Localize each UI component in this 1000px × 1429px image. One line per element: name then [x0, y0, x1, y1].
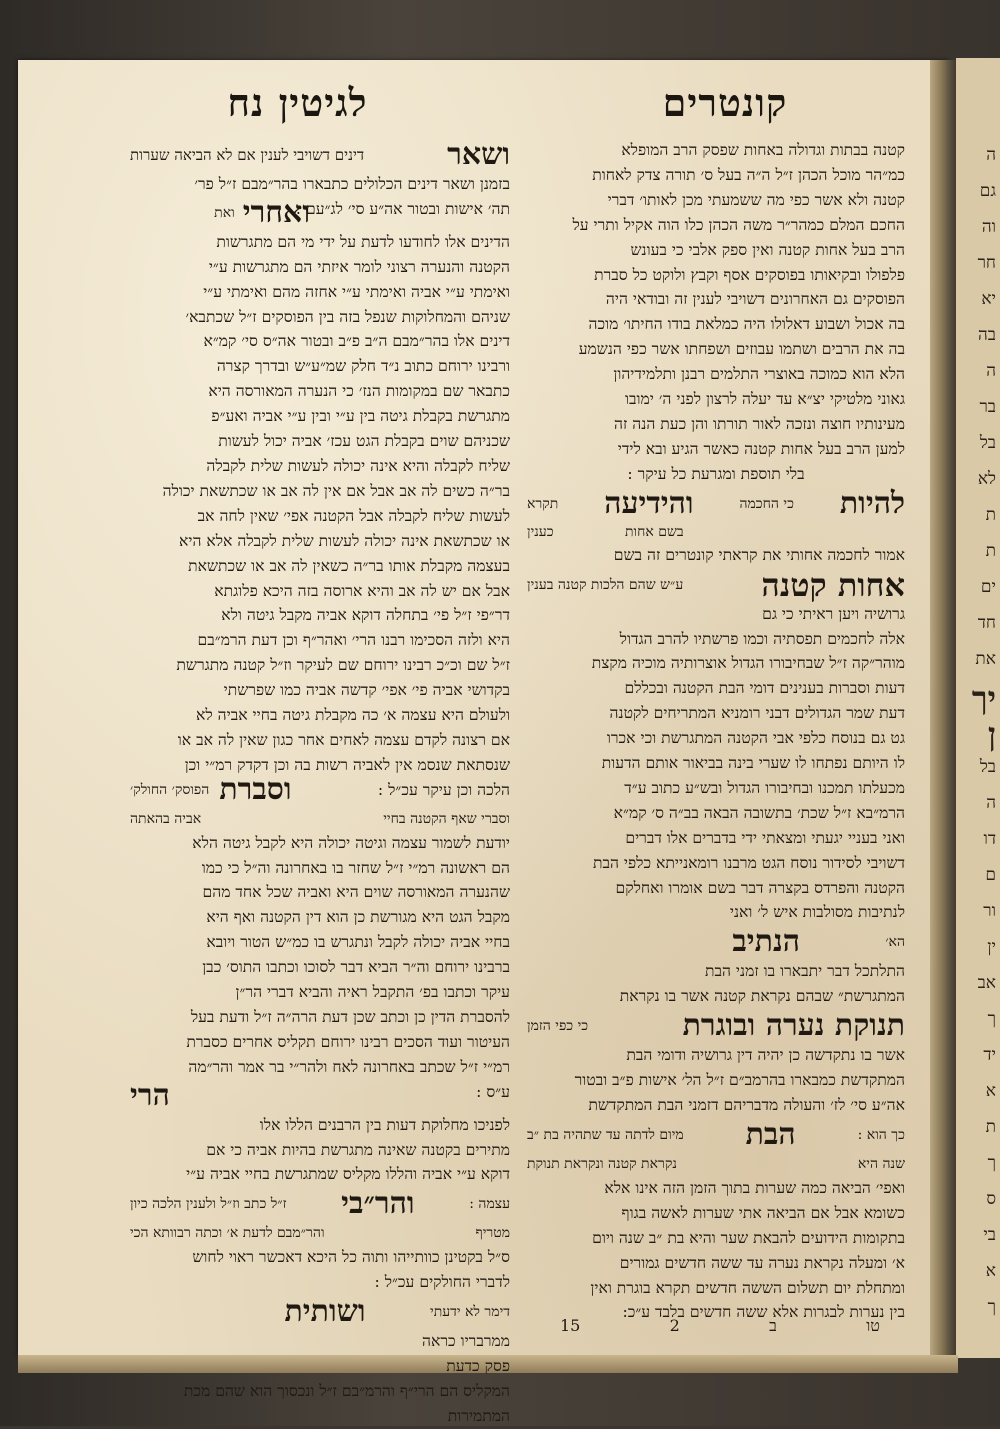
text-line: יודעת לשמור עצמה וגיטה יכולה היא לקבל גיטה הלא	[192, 833, 510, 852]
heading-word: הרי	[130, 1077, 170, 1113]
facing-page-text-fragment: ך	[987, 1297, 996, 1317]
heading-word: אחות קטנה	[761, 565, 905, 604]
text-fragment: מיום לדתה עד שתהיה בת ״ב	[527, 1126, 684, 1143]
text-line: רמ״י ז״ל שכתב באחרונה לאח ולהר״י בר אמר והר״מה	[188, 1057, 510, 1076]
text-line: בזמנן ושאר דינים הכלולים כתבארו בהר״מבם ז״ל פר׳	[194, 175, 510, 193]
text-line: בקדושי אביה פי׳ אפי׳ קדשה אביה כמו שפרשתי	[223, 681, 510, 700]
text-fragment: וסברי שאף הקטנה בחיי	[383, 810, 510, 827]
text-line: ואפי׳ הביאה כמה שערות בתוך הזמן הזה אינו אלא	[604, 1178, 905, 1197]
text-fragment: אביה בהאתה	[130, 810, 202, 827]
text-line: להסברת הדין כן וכתב שכן דעת הרה״ה ז״ל ודעת בעל	[190, 1008, 510, 1026]
text-line: המקליס הם הרי״ף והרמ״בם ז״ל ונכסוך הוא שהם מכת	[183, 1381, 510, 1400]
facing-page-text-fragment: ך	[987, 1009, 996, 1029]
text-line: כמ״הר מוכל הכהן ז״ל ה״ה בעל ס׳ תורה צדק לאחות	[592, 165, 905, 184]
text-line: המתקדשת כמבארו בהרמב״ם ז״ל הל׳ אישות פ״ב ובטור	[574, 1071, 905, 1090]
text-line: למען הרב בעל אחות קטנה כאשר הגיע ובא לידי	[617, 439, 905, 458]
facing-page-text-fragment: ה	[986, 145, 996, 165]
text-line: הלכה וכן עיקר עכ״ל :	[377, 780, 510, 799]
facing-page-text-fragment: דו	[983, 829, 996, 849]
text-line: מקבל הגט היא מגורשת כן הוא דין הקטנה ואף היא	[206, 908, 510, 927]
text-fragment: מטריף	[475, 1225, 510, 1242]
heading-word: ושותית	[284, 1294, 366, 1330]
text-line: ז״ל שם וכ״כ רבינו ירוחם שם לעיקר וז״ל קטנה מתגרשת	[176, 656, 510, 675]
heading-row-habat	[527, 1118, 905, 1152]
text-fragment: דימר לא ידעתי	[430, 1304, 510, 1321]
footer-signature-marks	[560, 1316, 880, 1336]
text-line: אבל אם יש לה אב והיא ארוסה בזה היכא פלוגתא	[214, 581, 510, 600]
facing-page-text-fragment: בר	[979, 397, 996, 417]
heading-row-lihyot	[527, 487, 905, 521]
text-line: בה את הרבים ושתמו עבוזים ושפחתו אשר כפי הנשמע	[578, 340, 905, 359]
text-line: לפניכו מחלוקת דעות בין הרבנים הללו אלו	[259, 1115, 510, 1134]
heading-word: ואחרי	[242, 194, 310, 230]
text-line: הקטנה והנערה רצוני לומר איזתי הם מתגרשות ע״י	[208, 257, 510, 276]
subline-row	[130, 807, 510, 831]
text-line: דעת שמר הגדולים דבני רומניא המתריחים לקטנה	[609, 704, 905, 723]
text-line: א׳ ומעלה נקראת נערה עד ששה חדשים גמורים	[619, 1253, 905, 1272]
text-line: קטנה בבתות וגדולה באחות שפסק הרב המופלא	[621, 141, 905, 159]
left-lines-f	[130, 1329, 510, 1429]
text-line: אה״ע סי׳ לז׳ והעולה מדבריהם דזמני הבת המתקדשת	[588, 1096, 905, 1114]
facing-page-text-fragment: בל	[979, 433, 996, 453]
text-line: הרמ״בא ז״ל שכת׳ בתשובה הבאה בב״ה ס׳ קמ״א	[613, 803, 905, 822]
text-line: מכעלתו תמכנו ובחיבורו הגדול ובש״ע כתוב ע״ד	[624, 778, 905, 797]
text-line: פסק כדעת	[446, 1357, 510, 1376]
facing-page-text-fragment: ה	[986, 793, 996, 813]
text-line: בחיי אביה יכולה לקבל ונתגרש בו כמ״ש הטור ויובא	[206, 933, 510, 952]
text-line: גט גם בנוסח כלפי אבי הקטנה המתגרשת וכי אכרו	[606, 729, 905, 748]
heading-row-harei	[130, 1079, 510, 1113]
right-lines-bottom	[527, 1043, 905, 1118]
text-line: ורבינו ירוחם כתוב נ״ד חלק שמ״ע״ש ובדרך קצרה	[216, 357, 510, 376]
facing-page-text-fragment: ה	[986, 361, 996, 381]
facing-page-text-fragment: ין	[987, 937, 996, 957]
text-fragment: כך הוא :	[857, 1126, 905, 1143]
subline-row	[527, 1152, 905, 1176]
text-line: דינים אלו בהר״מבם ה״ב פ״ב ובטור אה״ס סי׳ קמ״א	[203, 332, 510, 351]
text-line: ממרבריו כראה	[422, 1332, 510, 1351]
heading-word: הנתיב	[732, 924, 800, 960]
text-line: אמור לחכמה אחותי את קראתי קונטרים זה בשם	[613, 545, 905, 564]
facing-page-text-fragment: בה	[978, 325, 996, 345]
book-gutter	[930, 60, 958, 1360]
text-line: לעשות שליח לקבלה אבל הקטנה אפי׳ שאין לחה אב	[197, 506, 510, 525]
text-line: תה׳ אישות ובטור אה״ע סי׳ לג״עם :	[295, 199, 510, 218]
subline-row	[130, 1221, 510, 1245]
facing-page-text-fragment: יד	[983, 1045, 996, 1065]
facing-page-text-fragment: את	[975, 649, 996, 669]
facing-page-text-fragment: ור	[983, 901, 996, 921]
facing-page-text-fragment: א	[985, 1081, 996, 1101]
facing-page-text-fragment: ס	[986, 1189, 996, 1209]
text-line: דשויבי לסידור נוסח הגט מרבנו רומאנייתא כלפי הבת	[592, 853, 905, 872]
signature-mark: טו	[866, 1316, 880, 1335]
facing-page-text-fragment: חר	[977, 253, 996, 273]
text-line: בר״ה כשים לה אב אבל אם אין לה אב או שכתשאת יכולה	[162, 481, 510, 500]
text-line: הקטנה והפרדס בקצרה דבר בשם אומרו ואחלקם	[615, 878, 905, 897]
text-fragment: הא׳	[885, 934, 905, 951]
text-line: אלה לחכמים תפסתיה וכמו פרשתיו להרב הגדול	[619, 629, 905, 648]
facing-page-text-fragment: וה	[981, 217, 996, 237]
left-lines-d	[130, 1138, 510, 1188]
text-fragment: כענין	[527, 523, 554, 540]
facing-page-text-fragment: ך	[987, 1153, 996, 1173]
text-line: אם רצונה לקדם עצמה לאחים אחר כגון שאין לה אב או	[177, 730, 510, 749]
text-line: המתגרשת״ שבהם נקראת קטנה אשר בו נקראת	[619, 987, 905, 1006]
left-lines-c	[130, 831, 510, 1105]
heading-row-veachrei	[130, 196, 310, 230]
text-line: העיטור ועוד הסכים רבינו ירוחם תקליס אחרים כסברת	[186, 1032, 510, 1051]
text-line: ולעולם היא עצמה א׳ כה מקבלת גיטה בחיי אביה לא	[196, 706, 510, 725]
text-fragment: הפוסק׳ החולק׳	[130, 781, 210, 798]
heading-word: וסברת	[219, 771, 292, 807]
text-fragment: עצמה :	[469, 1196, 510, 1213]
facing-page-fragment	[956, 58, 1000, 1358]
running-head-right: קונטרים	[662, 80, 788, 125]
left-text-column	[130, 138, 510, 1429]
text-line: גאוני מלטיקי יצ״א עד יעלה לרצון לפני ה׳ ימובו	[625, 390, 905, 409]
text-fragment: כי כפי הזמן	[527, 1018, 589, 1035]
facing-page-text-fragment: בי	[983, 1225, 996, 1245]
facing-page-text-fragment: ים	[980, 577, 996, 597]
signature-mark: 2	[669, 1316, 680, 1335]
facing-page-text-fragment: ת	[985, 505, 996, 525]
text-line: קטנה ולא אשר כפי מה ששמעתי מכן לאותו׳ דברי	[607, 190, 905, 209]
text-line: הלא הוא כמוכה באוצרי התלמים רבנן ותלמידיהון	[613, 365, 905, 384]
text-line: פלפולו ובקיאותו בפוסקים אסף וקבץ ולוקט כל סברת	[594, 265, 905, 284]
running-head-left: לגיטין נח	[227, 80, 368, 125]
right-lines-top	[527, 138, 905, 462]
signature-mark: ב	[769, 1316, 777, 1335]
text-line: או שכתשאת אינה יכולה לעשות שלית לקבלה אלא היא	[179, 531, 510, 550]
heading-row-nativ	[527, 925, 905, 959]
text-line: הרב בעל אחות קטנה ואין ספק אלבי כי בעונש	[630, 240, 905, 259]
text-fragment: בשם אחות	[624, 523, 684, 540]
text-line: בעצמה מקבלת אותו בר״ה כשאין לה אב או שכתשאת	[188, 556, 510, 575]
left-lines-b	[130, 230, 510, 803]
facing-page-text-fragment: ם	[985, 865, 996, 885]
facing-page-text-fragment: ן	[987, 715, 996, 753]
facing-page-text-fragment: א	[985, 1261, 996, 1281]
text-line: בלי תוספת ומגרעת כל עיקר :	[627, 464, 805, 483]
text-line: דעות וסברות בענינים דומי הבת הקטנה ובכללם	[624, 679, 905, 698]
facing-page-text-fragment: ת	[985, 1117, 996, 1137]
text-line: הפוסקים גם האחרונים דשויבי לענין זה ובודאי היה	[605, 290, 905, 309]
heading-word: תנוקת נערה ובוגרת	[682, 1008, 905, 1044]
text-line: לנתיבות מסולבות איש ל׳ ואני	[729, 903, 905, 922]
text-line: שניהם והמחלוקות שנפל בזה בין הפוסקים ז״ל שכתבא׳	[185, 307, 510, 326]
text-line: ואני בעניי יגעתי ומצאתי ידי בדברים אלו דברים	[625, 828, 905, 847]
text-fragment: שנה היא	[857, 1155, 905, 1172]
facing-page-text-fragment: ת	[985, 541, 996, 561]
text-line: התלתכל דבר יתבארו בו זמני הבת	[704, 962, 905, 981]
text-line: ע״ס :	[476, 1082, 510, 1101]
text-line: ברבינו ירוחם וה״ר הביא דבר לסוכו וכתבו התוס׳ כבן	[202, 958, 510, 977]
heading-row-veshutit	[130, 1295, 510, 1329]
heading-word: ושאר	[447, 137, 510, 172]
right-lines-mid	[527, 602, 905, 926]
text-line: מתירים בקטנה שאינה מתגרשת בהיות אביה כי אם	[206, 1140, 510, 1159]
heading-word: הבת	[745, 1116, 796, 1152]
text-line: שכניהם שוים בקבלת הגט עכז׳ אביה יכול לעשות	[218, 432, 510, 451]
text-line: לו היותם נפתחו לו שערי בינה בביאור אותם הדעות	[601, 754, 905, 773]
text-line: מעינותיו חוצה ונזכה לאור תורתו והן כעת הנה זה	[614, 414, 905, 433]
text-line: ואימתי ע״י אביה ואימתי ע״י אחזה מהם ואימתי ע״י	[203, 282, 510, 301]
text-line: ס״ל בקטינן כוותייהו ותוה כל היכא דאכשר ראוי לחוש	[192, 1248, 510, 1267]
facing-page-text-fragment: יך	[971, 679, 996, 717]
facing-page-text-fragment: בל	[979, 757, 996, 777]
text-line: מתגרשת בקבלת גיטה בין ע״י ובין ע״י אביה ואע״פ	[211, 407, 510, 426]
text-line: מוהר״קה ז״ל שבחיבורו הגדול אוצרותיה מוכיה מקצת	[591, 654, 905, 673]
text-line: המתמירות	[447, 1406, 510, 1425]
text-line: דר״פי ז״ל פי׳ בתחלה דוקא אביה מקבל גיטה ולא	[221, 606, 510, 625]
text-line: בתקומות הידועים להבאת שער והיא בת ״ב שנה ויום	[592, 1228, 905, 1247]
text-fragment: כי החכמה	[739, 495, 794, 512]
heading-word: והר״בי	[341, 1186, 415, 1222]
left-lines-e	[130, 1245, 510, 1295]
text-line: ומתחלת יום תשלום הששה חדשים תקרא בוגרת ואין	[590, 1278, 905, 1297]
subline-row	[527, 521, 905, 543]
right-text-column	[527, 138, 905, 1325]
text-line: עיקר וכתבו בפ׳ התקבל ראיה והביא דברי הר״ן	[235, 983, 510, 1002]
text-line: גרושיה ויען ראיתי כי גם	[762, 604, 905, 623]
text-fragment: ואת	[214, 204, 235, 221]
text-line: שהנערה המאורסה שוים היא ואביה שכל אחד מהם	[202, 883, 510, 902]
text-fragment: ע״ש שהם הלכות קטנה בענין	[527, 576, 684, 593]
text-line: דוקא ע״י אביה והללו מקליס שמתגרשת בחיי אביה ע״י	[186, 1165, 510, 1184]
text-line: כשומא אבל אם הביאה אתי שערות לאשה בגוף	[621, 1203, 905, 1222]
heading-row-veharab	[130, 1187, 510, 1221]
heading-word: והידיעה	[604, 485, 694, 521]
facing-page-text-fragment: יא	[981, 289, 996, 309]
text-fragment: והר״מבם לדעת א׳ וכתה רבוותא הכי	[130, 1225, 325, 1242]
facing-page-text-fragment: לא	[977, 469, 996, 489]
text-line: בה אכול ושבוע דאלולו היה כמלאת בודו החיתו׳ מוכה	[588, 315, 905, 334]
heading-row-achot	[527, 565, 905, 604]
heading-row-tinoket	[527, 1009, 905, 1043]
signature-mark: 15	[560, 1316, 581, 1335]
text-line: שנסתאת שנסמ אין לאביה רשות בה וכן דקדק רמ״י וכן	[184, 755, 510, 774]
text-line: היא ולזה הסכימו רבנו הרי׳ ואהר״ף וכן דעת הרמ״בם	[197, 631, 510, 650]
text-fragment: תקרא	[527, 495, 559, 512]
text-line: הם ראשונה רמ״י ז״ל שחזר בו באחרונה וה״ל כי כמו	[201, 858, 510, 877]
facing-page-text-fragment: גם	[979, 181, 996, 201]
text-line: בין נערות לבגרות אלא ששה חדשים בלבד ע״כ:	[622, 1303, 905, 1322]
facing-page-text-fragment: אב	[977, 973, 996, 993]
right-lines-end	[527, 1176, 905, 1325]
text-line: כתבאר שם במקומות הנז׳ כי הנערה המאורסה היא	[208, 382, 510, 401]
text-line: החכם המלם כמהר״ר משה הכהן כלו הוה אקיל ותרי על	[572, 215, 905, 234]
facing-page-text-fragment: חד	[977, 613, 996, 633]
text-fragment: דינים דשויבי לענין אם לא הביאה שערות	[130, 146, 365, 164]
text-fragment: ז״ל כתב וז״ל ולענין הלכה כיון	[130, 1196, 287, 1213]
heading-word: להיות	[839, 485, 905, 521]
right-lines-after-nativ	[527, 959, 905, 1009]
text-line: הדינים אלו לחודעו לדעת על ידי מי הם מתגרשות	[216, 232, 510, 251]
text-fragment: נקראת קטנה ונקראת תנוקת	[527, 1155, 677, 1172]
text-line: שליח לקבלה והיא אינה יכולה לעשות שלית לקבלה	[206, 456, 510, 475]
text-line: לדברי החולקים עכ״ל :	[374, 1273, 510, 1292]
heading-row-vehashear	[130, 138, 510, 172]
text-line: אשר בו נתקדשה כן יהיה דין גרושיה ודומי הבת	[626, 1046, 905, 1065]
